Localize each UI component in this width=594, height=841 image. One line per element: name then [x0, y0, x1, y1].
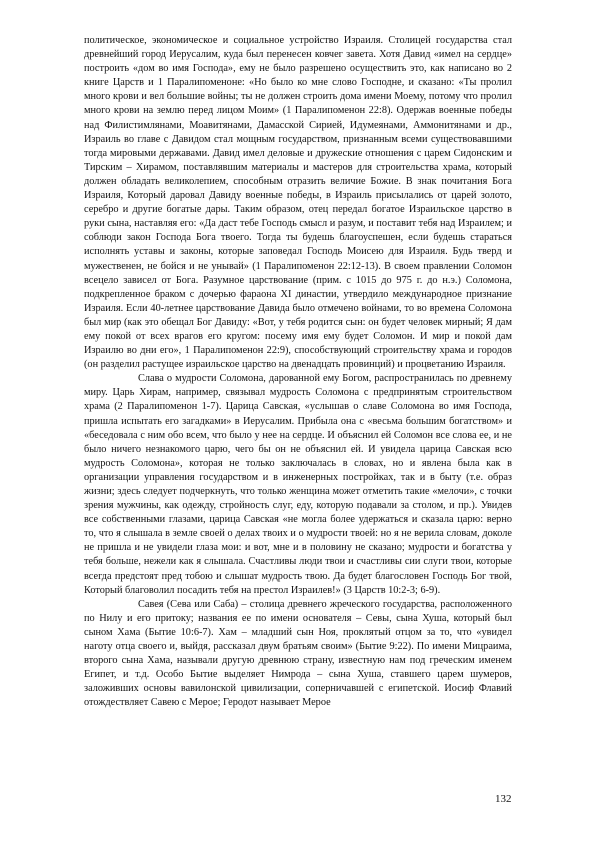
page-number: 132	[495, 793, 512, 805]
document-body	[84, 34, 512, 711]
paragraph: Слава о мудрости Соломона, дарованной ему Богом, распространилась по древнему миру. Царь Хирам, например, связывал мудрость Соломона с предпринятым строительством храма (2 Паралипоменон 1-7). Царица Савская, «услышав о славе Соломона во имя Господа, пришла испытать его загадками» в Иерусалим. Прибыла она с «весьма большим богатством» и «беседовала с ним обо всем, что было у нее на сердце. И объяснил ей Соломон все слова ее, и не было ничего незнакомого царю, чего бы он не объяснил ей. И увидела царица Савская всю мудрость Соломона», которая не только заключалась в словах, но и явлена была как в организации управления государством и в инженерных постройках, так и в быту (т.е. образ жизни; здесь следует подчеркнуть, что только женщина может отметить такие «мелочи», с точки зрения мужчины, как одежду, стройность слуг, еду, которую подавали за столом, и пр.). Увидев все собственными глазами, царица Савская «не могла более удержаться и сказала царю: верно то, что я слышала в земле своей о делах твоих и о мудрости твоей: но я не верила словам, доколе не пришла и не увидели глаза мои: и вот, мне и в половину не сказано; мудрости и богатства у тебя больше, нежели как я слышала. Счастливы люди твои и счастливы сии слуги твои, которые всегда предстоят пред тобою и слышат мудрость твою. Да будет благословен Господь Бог твой, Который благоволил посадить тебя на престол Израилев!» (3 Царств 10:2-3; 6-9).	[84, 373, 512, 596]
paragraph: политическое, экономическое и социальное устройство Израиля. Столицей государства стал древнейший город Иерусалим, куда был перенесен ковчег завета. Хотя Давид «имел на сердце» построить «дом во имя Господа», ему не было разрешено осуществить это, как написано во 2 книге Царств и 1 Паралипоменоне: «Но было ко мне слово Господне, и сказано: «Ты пролил много крови и вел большие войны; ты не должен строить дома имени Моему, потому что пролил много крови на землю перед лицом Моим» (1 Паралипоменон 22:8). Одержав военные победы над Филистимлянами, Моавитянами, Дамасской Сирией, Идумеянами, Аммонитянами и др., Израиль во главе с Давидом стал мощным государством, признанным всеми существовавшими тогда мировыми державами. Давид имел деловые и дружеские отношения с царем Сидонским и Тирским – Хирамом, поставлявшим материалы и мастеров для строительства храма, который должен обладать великолепием, способным отразить величие Божие. В знак почитания Бога Израиля, Который даровал Давиду военные победы, в Израиль присылались от царей золото, серебро и другие богатые дары. Таким образом, отец передал богатое Израильское царство в руки сына, наставляя его: «Да даст тебе Господь смысл и разум, и поставит тебя над Израилем; и соблюди закон Господа Бога твоего. Тогда ты будешь благоуспешен, если будешь стараться исполнять уставы и законы, которые заповедал Господь Моисею для Израиля. Будь тверд и мужественен, не бойся и не унывай» (1 Паралипоменон 22:12-13). В своем правлении Соломон всецело зависел от Бога. Разумное царствование (прим. с 1015 до 975 г. до н.э.) Соломона, подкрепленное браком с дочерью фараона XI династии, утвердило международное признание Израиля. Если 40-летнее царствование Давида было отмечено войнами, то во времена Соломона был мир (как это обещал Бог Давиду: «Вот, у тебя родится сын: он будет человек мирный; Я дам ему покой от всех врагов его кругом: посему имя ему будет Соломон. И мир и покой дам Израилю во дни его», 1 Паралипоменон 22:9), способствующий строительству храма и городов (он разделил растущее израильское царство на двенадцать провинций) и процветанию Израиля.	[84, 35, 512, 371]
paragraph: Савея (Сева или Саба) – столица древнего жреческого государства, расположенного по Нилу и его притоку; названия ее по имени основателя – Севы, сына Хуша, который был сыном Хама (Бытие 10:6-7). Хам – младший сын Ноя, проклятый отцом за то, что «увидел наготу отца своего и, выйдя, рассказал двум братьям своим» (Бытие 9:22). По имени Мицраима, второго сына Хама, называли другую древнюю страну, известную нам под греческим именем Египет, и т.д. Особо Бытие выделяет Нимрода – сына Хуша, ставшего царем шумеров, заложивших основы вавилонской цивилизации, соперничавшей с египетской. Иосиф Флавий отождествляет Савею с Мерое; Геродот называет Мерое	[84, 598, 512, 709]
